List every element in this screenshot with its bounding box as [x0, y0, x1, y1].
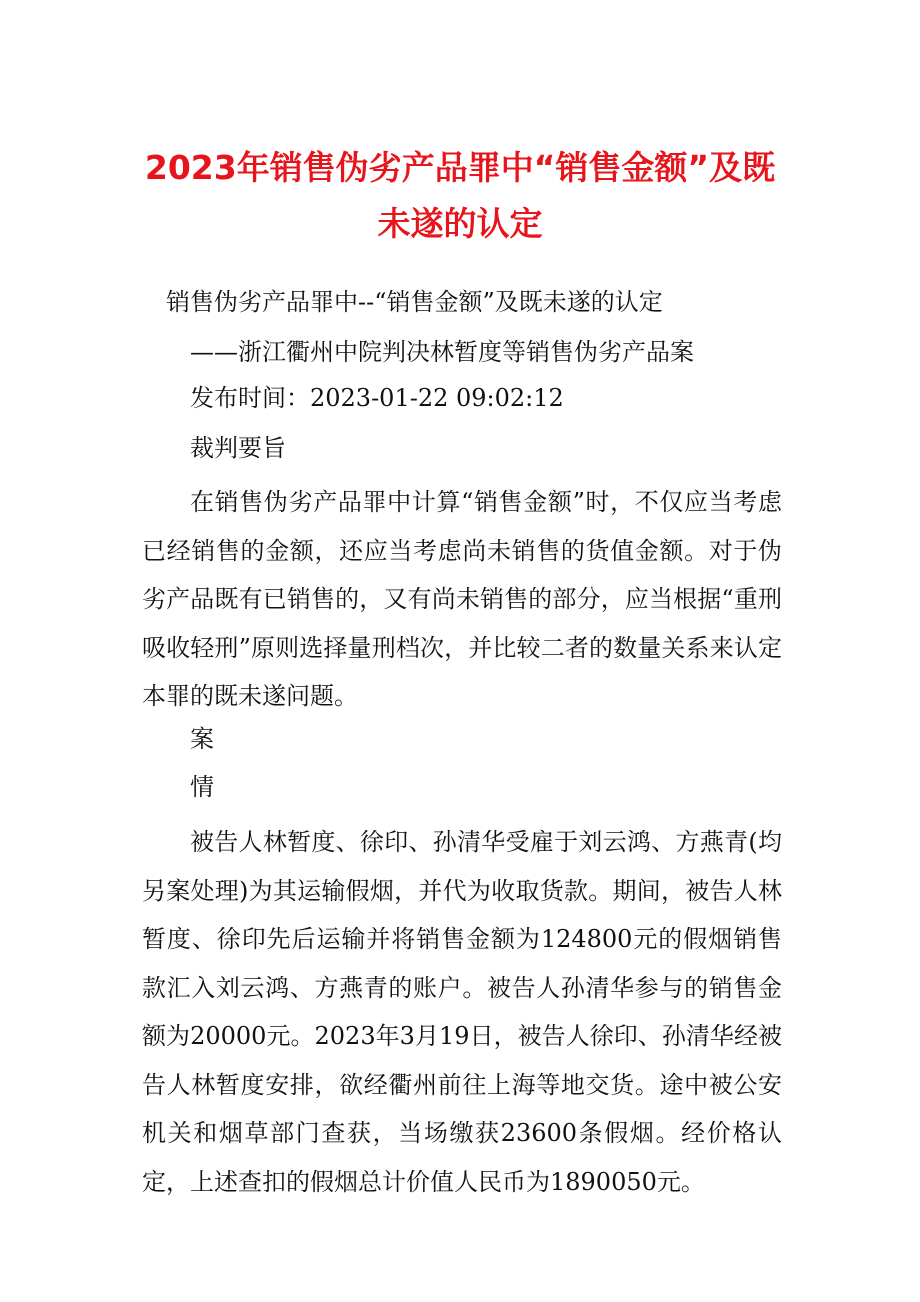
- document-title: 2023年销售伪劣产品罪中“销售金额”及既未遂的认定: [144, 148, 776, 243]
- section-heading-case-2: 情: [190, 773, 214, 801]
- document-subtitle: 销售伪劣产品罪中--“销售金额”及既未遂的认定: [166, 288, 663, 316]
- section-heading-gist: 裁判要旨: [190, 434, 286, 462]
- publish-time: 发布时间：2023-01-22 09:02:12: [190, 384, 564, 412]
- gist-paragraph: 在销售伪劣产品罪中计算“销售金额”时，不仅应当考虑已经销售的金额，还应当考虑尚未销售的货值金额。对于伪劣产品既有已销售的，又有尚未销售的部分，应当根据“重刑吸收轻刑”原则选择量刑档次，并比较二者的数量关系来认定本罪的既未遂问题。: [142, 488, 782, 710]
- case-facts-paragraph: 被告人林暂度、徐印、孙清华受雇于刘云鸿、方燕青(均另案处理)为其运输假烟，并代为收取货款。期间，被告人林暂度、徐印先后运输并将销售金额为124800元的假烟销售款汇入刘云鸿、方燕青的账户。被告人孙清华参与的销售金额为20000元。2023年3月19日，被告人徐印、孙清华经被告人林暂度安排，欲经衢州前往上海等地交货。途中被公安机关和烟草部门查获，当场缴获23600条假烟。经价格认定，上述查扣的假烟总计价值人民币为1890050元。: [142, 828, 782, 1196]
- section-heading-case-1: 案: [190, 725, 214, 753]
- case-line: ——浙江衢州中院判决林暂度等销售伪劣产品案: [190, 338, 694, 366]
